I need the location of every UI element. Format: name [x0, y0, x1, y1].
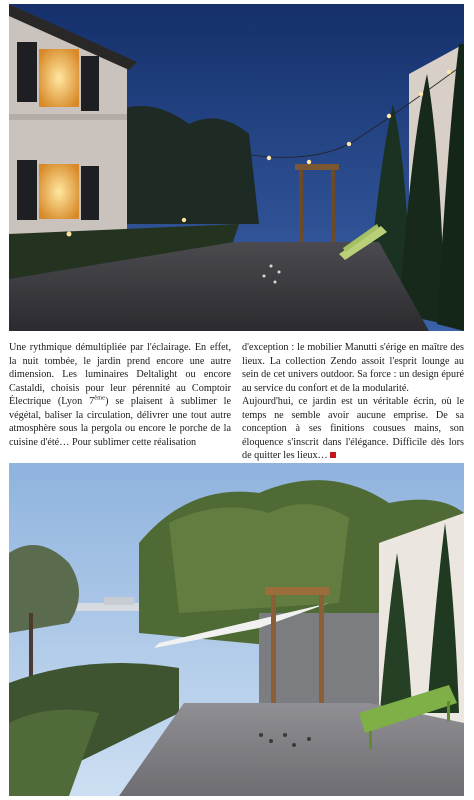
paragraph: d'exception : le mobilier Manutti s'érige en maître des lieux. La collection Zendo assoit l'esprit lounge au sein de cet univers outdoor. Sa force : un design épuré au service du confort et de la modularité. — [242, 342, 464, 394]
end-of-article-mark — [330, 452, 336, 458]
paragraph — [9, 341, 231, 449]
paragraph-text: ) se plaisent à sublimer le végétal, baliser la circulation, délivrer une tout autre atmosphère sous la pergola ou encore le porche de la cuisine d'été… Pour sublimer cette réalisation — [9, 396, 231, 448]
article-column-right — [242, 341, 464, 461]
paragraph-text: Aujourd'hui, ce jardin est un véritable écrin, où le temps ne semble avoir aucune emprise. De sa conception à ses finitions cousues mains, son éloquence s'inscrit dans l'élégance. Difficile dès lors de quitter les lieux… — [242, 396, 464, 461]
article-text — [9, 341, 464, 461]
night-garden-photo — [9, 4, 464, 331]
dusk-garden-photo — [9, 463, 464, 796]
superscript: ème — [94, 394, 106, 402]
paragraph-text: Une rythmique démultipliée par l'éclairage. En effet, la nuit tombée, le jardin prend encore une autre dimension. Les luminaires Deltalight ou encore Castaldi, choisis pour leur pérennité au Comptoir Électrique (Lyon 7 — [9, 342, 231, 407]
paragraph — [242, 395, 464, 463]
article-column-left — [9, 341, 231, 455]
